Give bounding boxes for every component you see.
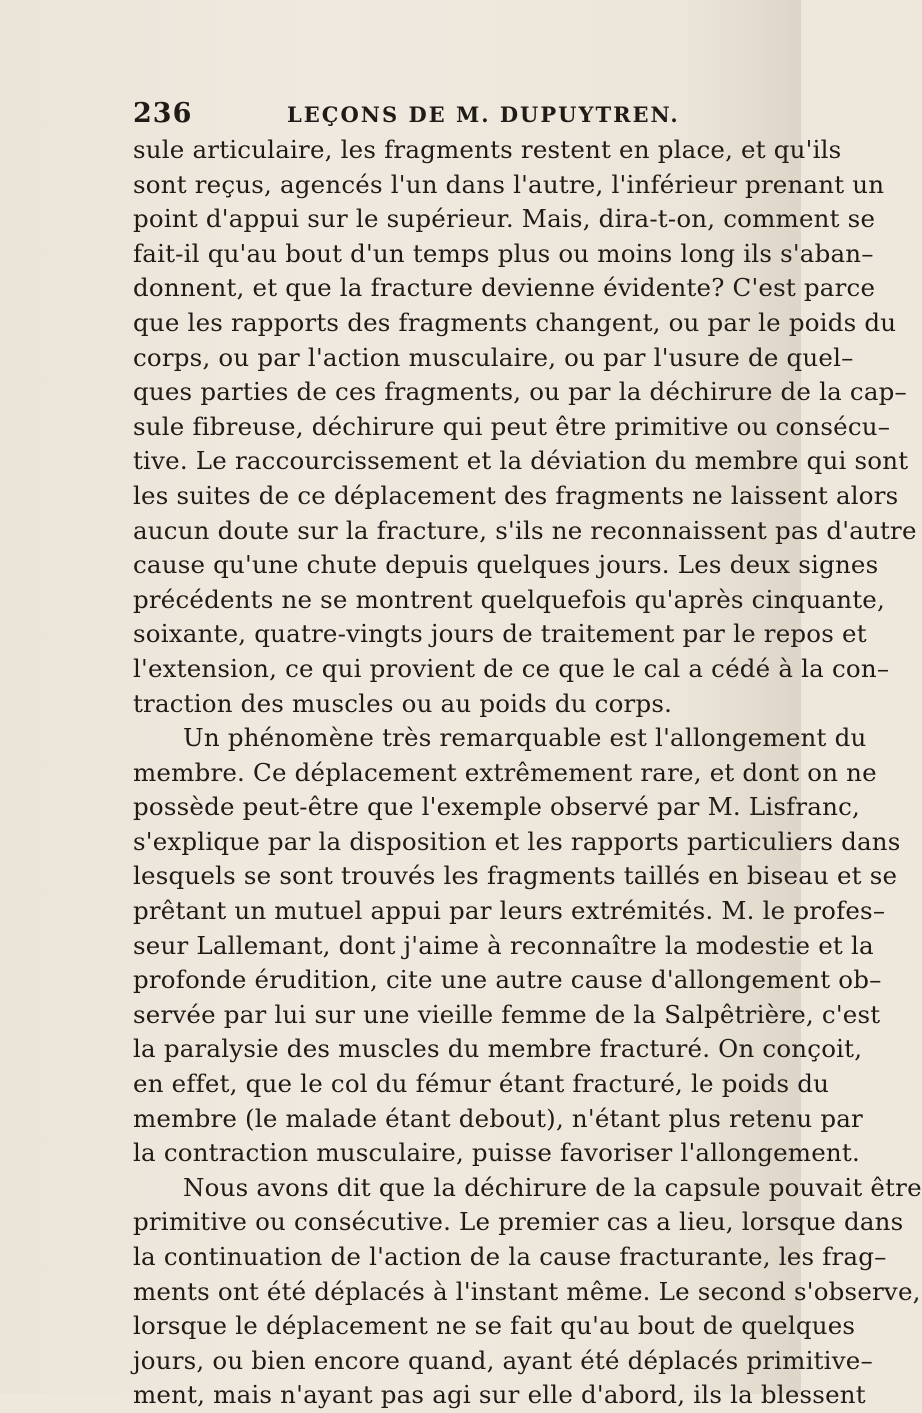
paragraph-start-line: Nous avons dit que la déchirure de la capsule pouvait être [183, 1172, 922, 1202]
text-line: membre (le malade étant debout), n'étant plus retenu par [133, 1103, 863, 1133]
text-line: sule articulaire, les fragments restent en place, et qu'ils [133, 135, 842, 164]
text-line: la continuation de l'action de la cause fracturante, les frag– [133, 1242, 887, 1271]
text-line: s'explique par la disposition et les rapports particuliers dans [133, 826, 901, 856]
text-line: prêtant un mutuel appui par leurs extrémités. M. le profes– [133, 896, 886, 926]
text-line: cause qu'une chute depuis quelques jours. Les deux signes [133, 550, 879, 580]
text-line: lesquels se sont trouvés les fragments taillés en biseau et se [133, 861, 898, 891]
text-line: précédents ne se montrent quelquefois qu'après cinquante, [133, 584, 885, 614]
text-line: profonde érudition, cite une autre cause d'allongement ob– [133, 965, 882, 995]
text-line: membre. Ce déplacement extrêmement rare, et dont on ne [133, 757, 877, 787]
text-line: aucun doute sur la fracture, s'ils ne reconnaissent pas d'autre [133, 515, 917, 545]
page-number: 236 [133, 98, 193, 129]
paragraph-end-line: la contraction musculaire, puisse favoriser l'allongement. [133, 1138, 860, 1168]
text-line: servée par lui sur une vieille femme de la Salpêtrière, c'est [133, 999, 881, 1029]
text-line: jours, ou bien encore quand, ayant été déplacés primitive– [133, 1345, 873, 1375]
text-line: sont reçus, agencés l'un dans l'autre, l'inférieur prenant un [133, 169, 885, 199]
text-line: en effet, que le col du fémur étant fracturé, le poids du [133, 1069, 830, 1099]
text-line: corps, ou par l'action musculaire, ou par l'usure de quel– [133, 342, 854, 372]
text-line: donnent, et que la fracture devienne évidente? C'est parce [133, 273, 876, 303]
text-line: lorsque le déplacement ne se fait qu'au bout de quelques [133, 1311, 856, 1341]
text-line: ment, mais n'ayant pas agi sur elle d'abord, ils la blessent [133, 1380, 866, 1410]
text-line: les suites de ce déplacement des fragments ne laissent alors [133, 480, 899, 510]
text-line: point d'appui sur le supérieur. Mais, dira-t-on, comment se [133, 204, 876, 234]
paragraph-end-line: traction des muscles ou au poids du corps. [133, 688, 673, 718]
text-line: ques parties de ces fragments, ou par la déchirure de la cap– [133, 377, 907, 407]
text-line: soixante, quatre-vingts jours de traitement par le repos et [133, 619, 867, 649]
text-line: sule fibreuse, déchirure qui peut être primitive ou consécu– [133, 411, 891, 441]
page-header [133, 98, 773, 134]
body-text [133, 133, 922, 1413]
text-line: que les rapports des fragments changent, ou par le poids du [133, 307, 897, 337]
text-line: primitive ou consécutive. Le premier cas a lieu, lorsque dans [133, 1207, 904, 1237]
text-line: fait-il qu'au bout d'un temps plus ou moins long ils s'aban– [133, 238, 874, 268]
text-line: tive. Le raccourcissement et la déviation du membre qui sont [133, 446, 909, 476]
running-title: LEÇONS DE M. DUPUYTREN. [287, 102, 680, 127]
text-line: l'extension, ce qui provient de ce que le cal a cédé à la con– [133, 653, 890, 683]
text-line: possède peut-être que l'exemple observé par M. Lisfranc, [133, 792, 860, 822]
text-line: la paralysie des muscles du membre fracturé. On conçoit, [133, 1034, 863, 1064]
text-line: seur Lallemant, dont j'aime à reconnaître la modestie et la [133, 930, 874, 960]
text-line: ments ont été déplacés à l'instant même. Le second s'observe, [133, 1276, 921, 1306]
paragraph-start-line: Un phénomène très remarquable est l'allongement du [183, 723, 867, 753]
